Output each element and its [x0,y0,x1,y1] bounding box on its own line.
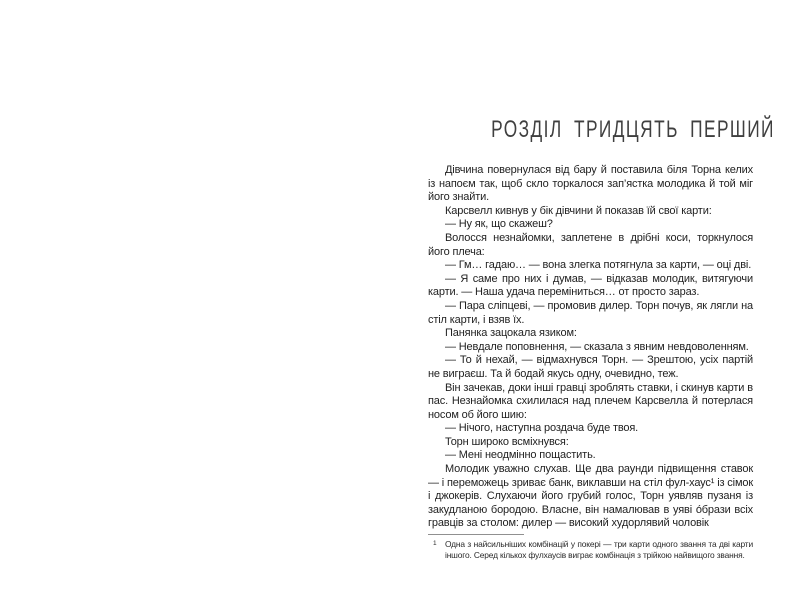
footnote-marker: 1 [433,540,437,547]
paragraph-dialogue: — Мені неодмінно пощастить. [445,449,596,462]
paragraph: Дівчина повернулася від бару й поставила біля Торна келих із напоєм так, щоб скло торкалося зап’ястка молодика й той міг його знайти. [428,164,753,204]
footnote-separator [428,534,524,535]
paragraph-dialogue: — Невдале поповнення, — сказала з явним невдоволенням. [445,340,749,353]
paragraph-dialogue: — Ну як, що скажеш? [445,218,553,231]
paragraph: Він зачекав, доки інші гравці зроблять ставки, і скинув карти в пас. Незнайомка схилилася над плечем Карсвелла й потерлася носом об його шию: [428,381,753,421]
footnote-text: Одна з найсильніших комбінацій у покері — три карти одного звання та дві карти іншого. Серед кількох фулхаусів виграє комбінація з трійкою найвищого звання. [445,539,753,560]
paragraph: Торн широко всміхнувся: [445,435,569,448]
footnote [428,539,753,561]
paragraph-dialogue: — Гм… гадаю… — вона злегка потягнула за карти, — оці дві. [445,259,752,272]
chapter-title-text: РОЗДІЛ ТРИДЦЯТЬ ПЕРШИЙ [491,116,775,143]
chapter-title [436,108,775,145]
paragraph-dialogue: — Пара сліпцеві, — промовив дилер. Торн почув, як лягли на стіл карти, і взяв їх. [428,299,753,326]
paragraph: Панянка зацокала язиком: [445,327,577,340]
paragraph: Молодик уважно слухав. Ще два раунди підвищення ставок — і переможець зриває банк, виклавши на стіл фул-хаус¹ із сімок і джокерів. Слухаючи його грубий голос, Торн уявляв пузаня із закудланою бородою. Власне, він намалював в уяві о́брази всіх гравців за столом: дилер — високий худорлявий чоловік [428,463,753,530]
paragraph: Волосся незнайомки, заплетене в дрібні коси, торкнулося його плеча: [428,231,753,258]
paragraph-dialogue: — То й нехай, — відмахнувся Торн. — Зрештою, усіх партій не виграєш. Та й бодай якусь одну, очевидно, теж. [428,354,753,380]
paragraph-dialogue: — Нічого, наступна роздача буде твоя. [445,422,639,435]
paragraph-dialogue: — Я саме про них і думав, — відказав молодик, витягуючи карти. — Наша удача переміниться… от просто зараз. [428,272,753,299]
paragraph: Карсвелл кивнув у бік дівчини й показав їй свої карти: [445,204,712,217]
chapter-body [428,164,753,531]
